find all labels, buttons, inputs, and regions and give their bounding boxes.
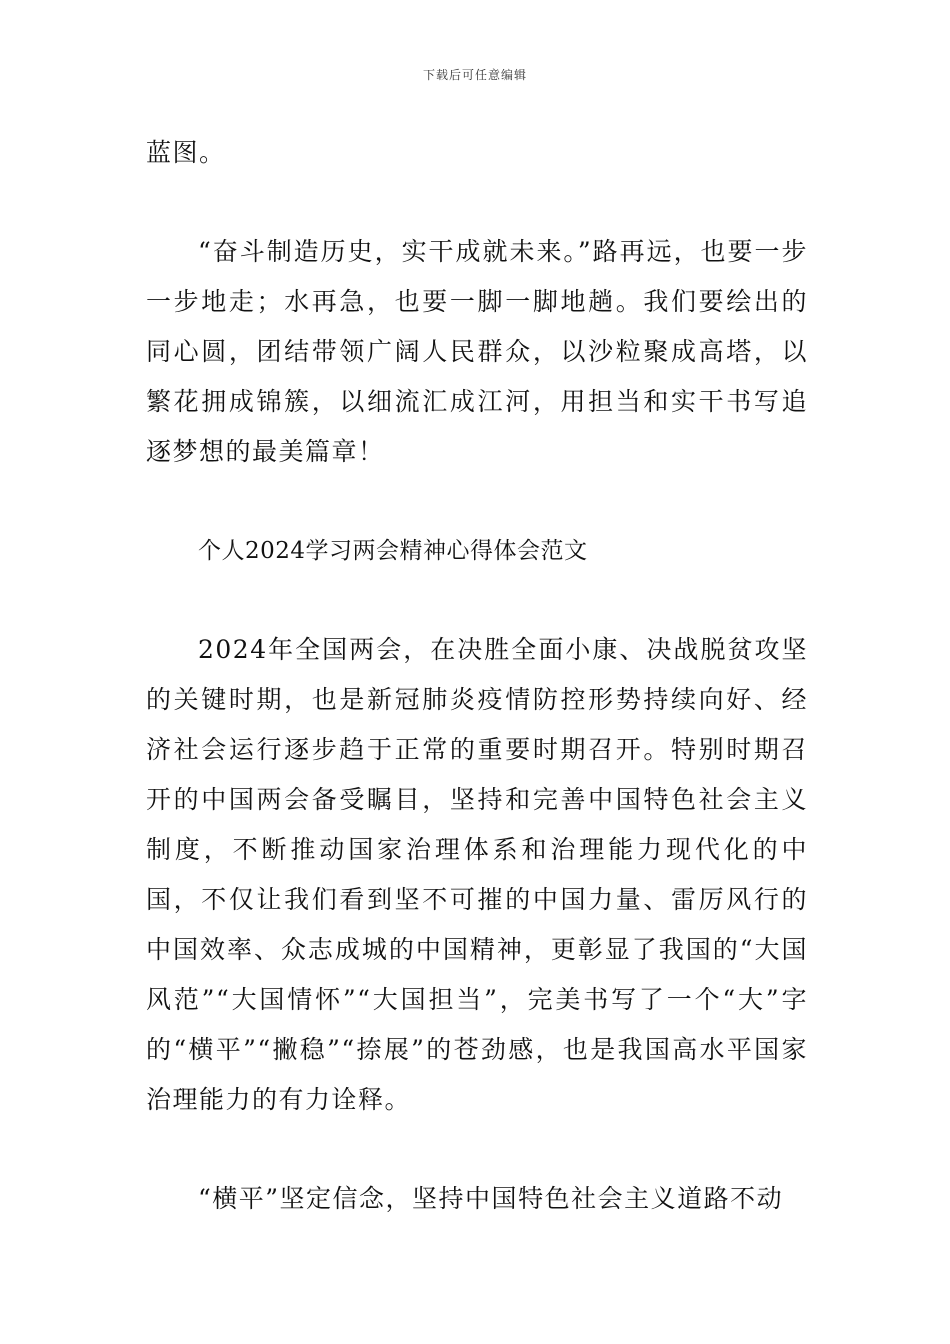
page-header-note: 下载后可任意编辑	[422, 68, 527, 82]
paragraph-two-sessions: 2024年全国两会，在决胜全面小康、决战脱贫攻坚的关键时期，也是新冠肺炎疫情防控形势持续向好、经济社会运行逐步趋于正常的重要时期召开。特别时期召开的中国两会备受瞩目，坚持和完善中国特色社会主义制度，不断推动国家治理体系和治理能力现代化的中国，不仅让我们看到坚不可摧的中国力量、雷厉风行的中国效率、众志成城的中国精神，更彰显了我国的“大国风范”“大国情怀”“大国担当”，完美书写了一个“大”字的“横平”“撇稳”“捺展”的苍劲感，也是我国高水平国家治理能力的有力诠释。	[146, 635, 808, 1114]
section-heading: 个人2024学习两会精神心得体会范文	[198, 538, 588, 564]
paragraph-gap	[146, 576, 808, 625]
paragraph-continuation: 蓝图。	[146, 138, 226, 167]
paragraph-gap	[146, 178, 808, 227]
paragraph-hengping: “横平”坚定信念，坚持中国特色社会主义道路不动	[198, 1184, 784, 1213]
paragraph-gap	[146, 477, 808, 526]
paragraph-quote: “奋斗制造历史，实干成就未来。”路再远，也要一步一步地走；水再急，也要一脚一脚地趟。我们要绘出的同心圆，团结带领广阔人民群众，以沙粒聚成高塔，以繁花拥成锦簇，以细流汇成江河，用担当和实干书写追逐梦想的最美篇章！	[146, 237, 808, 466]
paragraph-gap	[146, 1125, 808, 1174]
document-body	[146, 128, 808, 1224]
